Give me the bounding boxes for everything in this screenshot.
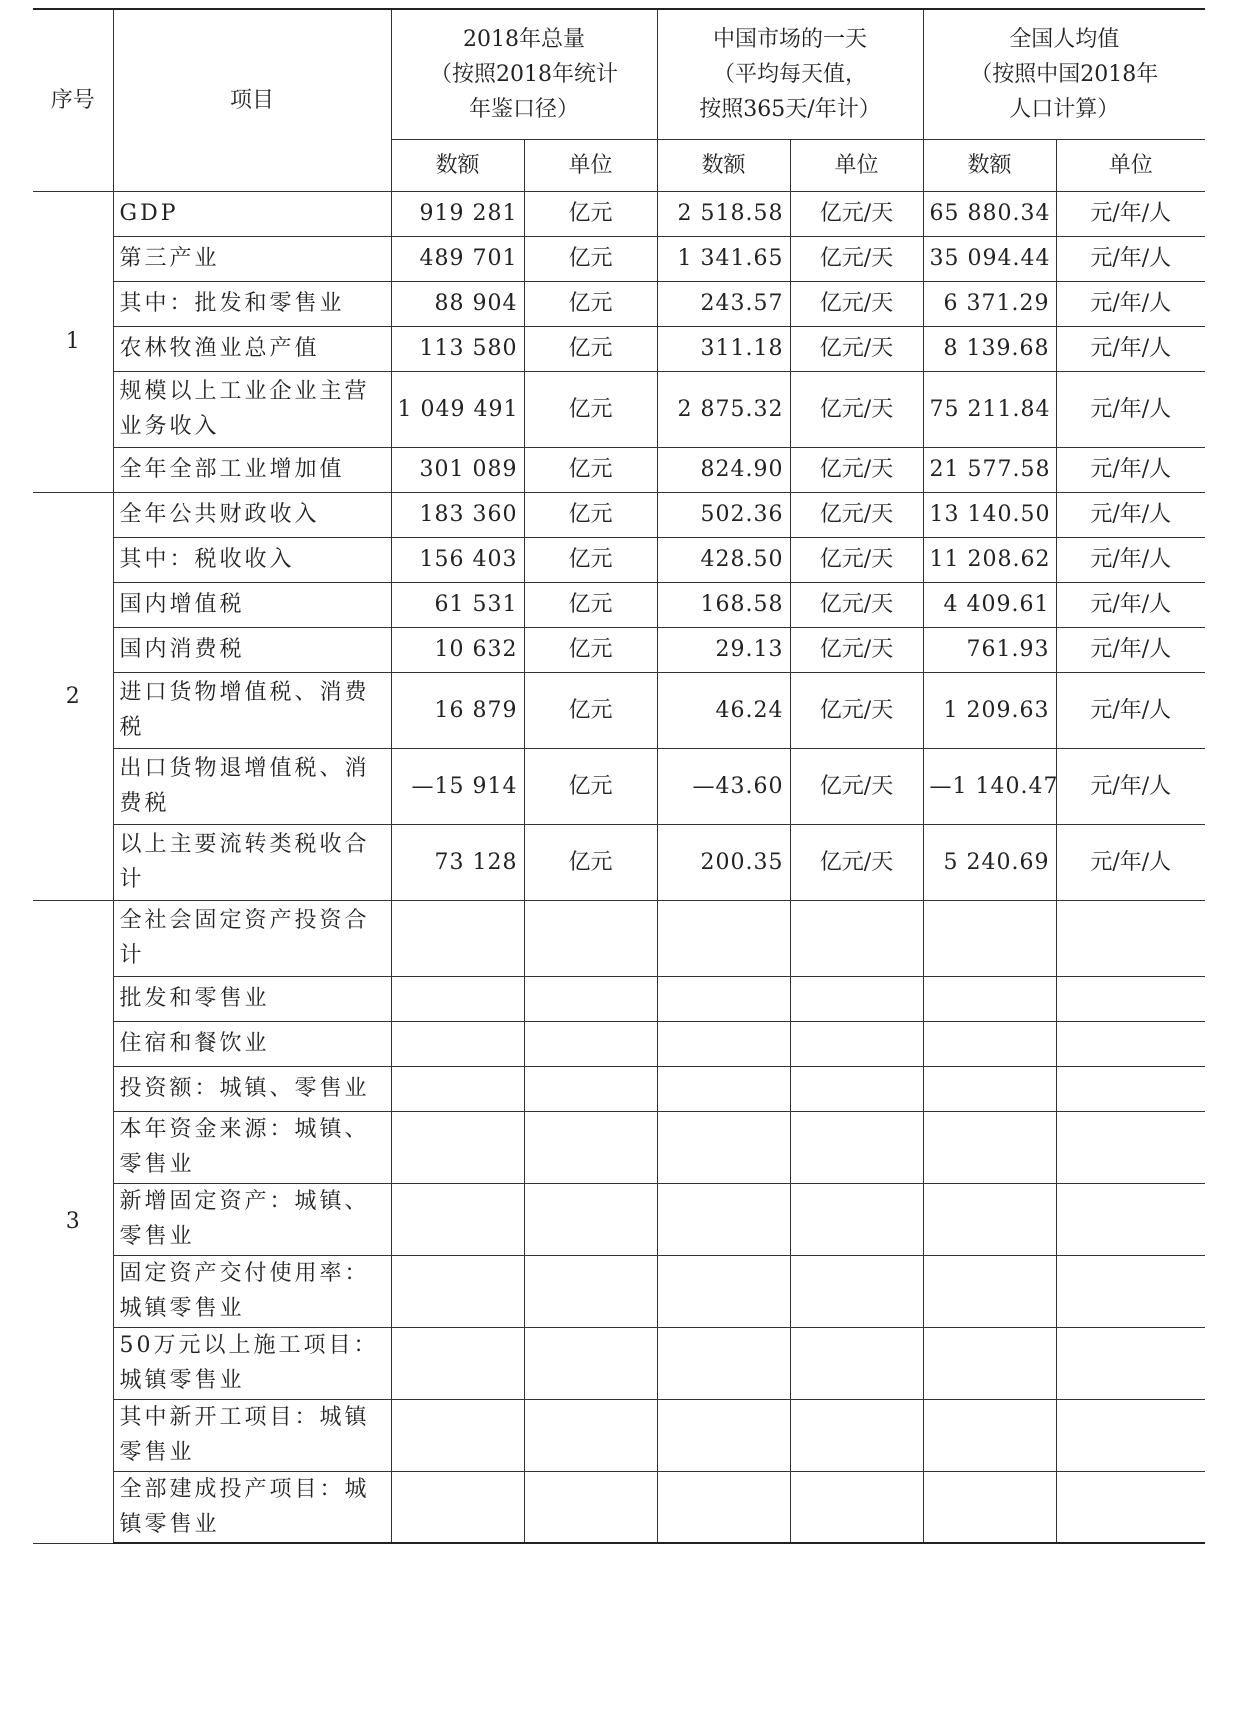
per-capita-unit: 元/年/人 xyxy=(1056,537,1205,582)
item-name: 其中：批发和零售业 xyxy=(113,281,391,326)
total-unit: 亿元 xyxy=(524,326,657,371)
table-row xyxy=(33,281,1205,326)
daily-amount: 311.18 xyxy=(657,326,790,371)
total-amount xyxy=(391,1327,524,1399)
total-unit xyxy=(524,900,657,976)
item-name: 50万元以上施工项目：城镇零售业 xyxy=(113,1327,391,1399)
item-name: 规模以上工业企业主营业务收入 xyxy=(113,371,391,447)
daily-unit xyxy=(790,1327,923,1399)
item-name: 以上主要流转类税收合计 xyxy=(113,824,391,900)
total-unit xyxy=(524,1066,657,1111)
total-unit: 亿元 xyxy=(524,824,657,900)
per-capita-unit: 元/年/人 xyxy=(1056,326,1205,371)
total-amount xyxy=(391,900,524,976)
daily-unit xyxy=(790,1111,923,1183)
total-amount: 73 128 xyxy=(391,824,524,900)
total-amount: 489 701 xyxy=(391,236,524,281)
table-row xyxy=(33,1066,1205,1111)
daily-amount: 502.36 xyxy=(657,492,790,537)
daily-amount xyxy=(657,1255,790,1327)
daily-unit: 亿元/天 xyxy=(790,627,923,672)
per-capita-unit: 元/年/人 xyxy=(1056,447,1205,492)
daily-amount xyxy=(657,1327,790,1399)
header-line: 中国市场的一天 xyxy=(712,26,867,52)
total-amount: 301 089 xyxy=(391,447,524,492)
total-unit: 亿元 xyxy=(524,236,657,281)
daily-amount xyxy=(657,1183,790,1255)
total-amount: 88 904 xyxy=(391,281,524,326)
daily-unit: 亿元/天 xyxy=(790,371,923,447)
table-header xyxy=(33,9,1205,191)
per-capita-amount xyxy=(923,900,1056,976)
daily-unit: 亿元/天 xyxy=(790,582,923,627)
daily-amount: 29.13 xyxy=(657,627,790,672)
table-row xyxy=(33,582,1205,627)
total-amount xyxy=(391,976,524,1021)
total-unit xyxy=(524,1021,657,1066)
per-capita-amount xyxy=(923,1327,1056,1399)
table-row xyxy=(33,447,1205,492)
total-unit: 亿元 xyxy=(524,492,657,537)
per-capita-unit xyxy=(1056,1021,1205,1066)
total-unit: 亿元 xyxy=(524,537,657,582)
per-capita-amount: 5 240.69 xyxy=(923,824,1056,900)
daily-amount: 46.24 xyxy=(657,672,790,748)
item-name: 投资额：城镇、零售业 xyxy=(113,1066,391,1111)
daily-unit: 亿元/天 xyxy=(790,191,923,236)
item-name: GDP xyxy=(113,191,391,236)
item-name: 新增固定资产：城镇、零售业 xyxy=(113,1183,391,1255)
daily-amount: 1 341.65 xyxy=(657,236,790,281)
total-amount xyxy=(391,1066,524,1111)
section-number: 1 xyxy=(33,191,113,492)
table-row xyxy=(33,326,1205,371)
daily-unit: 亿元/天 xyxy=(790,447,923,492)
table-row xyxy=(33,900,1205,976)
per-capita-amount: 761.93 xyxy=(923,627,1056,672)
daily-unit: 亿元/天 xyxy=(790,281,923,326)
daily-unit xyxy=(790,1183,923,1255)
total-unit xyxy=(524,976,657,1021)
daily-amount xyxy=(657,900,790,976)
per-capita-unit xyxy=(1056,1399,1205,1471)
table-row xyxy=(33,371,1205,447)
daily-unit xyxy=(790,1471,923,1543)
daily-amount: 2 875.32 xyxy=(657,371,790,447)
per-capita-unit xyxy=(1056,1183,1205,1255)
total-unit: 亿元 xyxy=(524,447,657,492)
item-name: 农林牧渔业总产值 xyxy=(113,326,391,371)
daily-amount xyxy=(657,1399,790,1471)
unit-header: 单位 xyxy=(1056,139,1205,191)
item-name: 其中：税收收入 xyxy=(113,537,391,582)
item-name: 国内消费税 xyxy=(113,627,391,672)
total-amount: 10 632 xyxy=(391,627,524,672)
per-capita-unit: 元/年/人 xyxy=(1056,824,1205,900)
table-row xyxy=(33,1183,1205,1255)
daily-amount xyxy=(657,1021,790,1066)
item-name: 第三产业 xyxy=(113,236,391,281)
total-unit: 亿元 xyxy=(524,281,657,326)
daily-unit xyxy=(790,1066,923,1111)
per-capita-amount: 4 409.61 xyxy=(923,582,1056,627)
total-unit: 亿元 xyxy=(524,582,657,627)
total-amount xyxy=(391,1471,524,1543)
item-name: 进口货物增值税、消费税 xyxy=(113,672,391,748)
daily-amount xyxy=(657,976,790,1021)
daily-amount: 824.90 xyxy=(657,447,790,492)
total-unit xyxy=(524,1327,657,1399)
total-amount xyxy=(391,1183,524,1255)
table-row xyxy=(33,824,1205,900)
total-amount: 1 049 491 xyxy=(391,371,524,447)
daily-amount xyxy=(657,1471,790,1543)
statistics-table xyxy=(33,8,1205,1544)
per-capita-unit: 元/年/人 xyxy=(1056,281,1205,326)
per-capita-amount xyxy=(923,1399,1056,1471)
total-amount xyxy=(391,1255,524,1327)
item-name: 国内增值税 xyxy=(113,582,391,627)
total-unit: 亿元 xyxy=(524,748,657,824)
daily-unit: 亿元/天 xyxy=(790,236,923,281)
daily-amount: 200.35 xyxy=(657,824,790,900)
total-unit: 亿元 xyxy=(524,627,657,672)
header-line: （平均每天值， xyxy=(712,61,867,87)
per-capita-unit: 元/年/人 xyxy=(1056,748,1205,824)
per-capita-unit: 元/年/人 xyxy=(1056,236,1205,281)
item-name: 其中新开工项目：城镇零售业 xyxy=(113,1399,391,1471)
daily-amount: 168.58 xyxy=(657,582,790,627)
amount-header: 数额 xyxy=(391,139,524,191)
section-number: 2 xyxy=(33,492,113,900)
per-capita-unit xyxy=(1056,1471,1205,1543)
amount-header: 数额 xyxy=(657,139,790,191)
daily-amount: 428.50 xyxy=(657,537,790,582)
per-capita-amount xyxy=(923,1183,1056,1255)
per-capita-unit: 元/年/人 xyxy=(1056,191,1205,236)
header-line: （按照2018年统计 xyxy=(430,61,618,87)
total-amount xyxy=(391,1111,524,1183)
header-line: 按照365天/年计） xyxy=(699,96,881,122)
daily-amount: 243.57 xyxy=(657,281,790,326)
item-name: 批发和零售业 xyxy=(113,976,391,1021)
daily-amount xyxy=(657,1066,790,1111)
per-capita-amount xyxy=(923,1255,1056,1327)
per-capita-amount: 8 139.68 xyxy=(923,326,1056,371)
section-number: 3 xyxy=(33,900,113,1543)
daily-unit xyxy=(790,1255,923,1327)
daily-unit xyxy=(790,1021,923,1066)
total-unit xyxy=(524,1471,657,1543)
unit-header: 单位 xyxy=(790,139,923,191)
total-unit xyxy=(524,1183,657,1255)
daily-unit xyxy=(790,976,923,1021)
item-name: 全部建成投产项目：城镇零售业 xyxy=(113,1471,391,1543)
table-row xyxy=(33,1399,1205,1471)
daily-unit: 亿元/天 xyxy=(790,537,923,582)
item-name: 全社会固定资产投资合计 xyxy=(113,900,391,976)
table-row xyxy=(33,976,1205,1021)
header-line: 人口计算） xyxy=(1009,96,1120,122)
per-capita-amount: —1 140.47 xyxy=(923,748,1056,824)
table-row xyxy=(33,492,1205,537)
per-capita-amount: 6 371.29 xyxy=(923,281,1056,326)
header-line: 全国人均值 xyxy=(1009,26,1120,52)
total-amount: 16 879 xyxy=(391,672,524,748)
per-capita-unit: 元/年/人 xyxy=(1056,672,1205,748)
per-capita-amount: 35 094.44 xyxy=(923,236,1056,281)
per-capita-unit: 元/年/人 xyxy=(1056,627,1205,672)
daily-header xyxy=(657,9,923,139)
per-capita-amount xyxy=(923,976,1056,1021)
per-capita-unit: 元/年/人 xyxy=(1056,492,1205,537)
total-amount: 113 580 xyxy=(391,326,524,371)
per-capita-unit xyxy=(1056,1327,1205,1399)
per-capita-amount: 75 211.84 xyxy=(923,371,1056,447)
total-amount: —15 914 xyxy=(391,748,524,824)
per-capita-unit xyxy=(1056,900,1205,976)
table-row xyxy=(33,627,1205,672)
total-unit xyxy=(524,1111,657,1183)
total-2018-header xyxy=(391,9,657,139)
per-capita-amount xyxy=(923,1111,1056,1183)
total-unit xyxy=(524,1399,657,1471)
per-capita-unit xyxy=(1056,976,1205,1021)
item-name: 全年全部工业增加值 xyxy=(113,447,391,492)
item-header: 项目 xyxy=(113,9,391,191)
table-row xyxy=(33,236,1205,281)
per-capita-amount: 11 208.62 xyxy=(923,537,1056,582)
total-amount: 156 403 xyxy=(391,537,524,582)
per-capita-unit xyxy=(1056,1066,1205,1111)
table-row xyxy=(33,748,1205,824)
total-unit: 亿元 xyxy=(524,672,657,748)
total-unit xyxy=(524,1255,657,1327)
unit-header: 单位 xyxy=(524,139,657,191)
per-capita-amount: 21 577.58 xyxy=(923,447,1056,492)
daily-unit xyxy=(790,900,923,976)
table-row xyxy=(33,672,1205,748)
total-unit: 亿元 xyxy=(524,191,657,236)
per-capita-amount: 65 880.34 xyxy=(923,191,1056,236)
header-line: （按照中国2018年 xyxy=(970,61,1159,87)
header-line: 年鉴口径） xyxy=(468,96,579,122)
table-row xyxy=(33,1471,1205,1543)
daily-unit: 亿元/天 xyxy=(790,492,923,537)
daily-unit: 亿元/天 xyxy=(790,824,923,900)
table-row xyxy=(33,1327,1205,1399)
per-capita-unit xyxy=(1056,1111,1205,1183)
per-capita-header xyxy=(923,9,1205,139)
per-capita-amount xyxy=(923,1471,1056,1543)
item-name: 全年公共财政收入 xyxy=(113,492,391,537)
item-name: 住宿和餐饮业 xyxy=(113,1021,391,1066)
total-amount: 183 360 xyxy=(391,492,524,537)
per-capita-amount: 1 209.63 xyxy=(923,672,1056,748)
daily-unit: 亿元/天 xyxy=(790,326,923,371)
total-amount: 61 531 xyxy=(391,582,524,627)
daily-amount xyxy=(657,1111,790,1183)
daily-amount: —43.60 xyxy=(657,748,790,824)
per-capita-unit: 元/年/人 xyxy=(1056,371,1205,447)
amount-header: 数额 xyxy=(923,139,1056,191)
table-row xyxy=(33,537,1205,582)
per-capita-amount xyxy=(923,1066,1056,1111)
total-amount: 919 281 xyxy=(391,191,524,236)
daily-unit: 亿元/天 xyxy=(790,748,923,824)
table-row xyxy=(33,1111,1205,1183)
table-body xyxy=(33,191,1205,1543)
per-capita-amount xyxy=(923,1021,1056,1066)
total-amount xyxy=(391,1021,524,1066)
daily-amount: 2 518.58 xyxy=(657,191,790,236)
item-name: 本年资金来源：城镇、零售业 xyxy=(113,1111,391,1183)
seq-header: 序号 xyxy=(33,9,113,191)
header-line: 2018年总量 xyxy=(463,26,585,52)
daily-unit xyxy=(790,1399,923,1471)
per-capita-unit: 元/年/人 xyxy=(1056,582,1205,627)
per-capita-unit xyxy=(1056,1255,1205,1327)
daily-unit: 亿元/天 xyxy=(790,672,923,748)
item-name: 固定资产交付使用率：城镇零售业 xyxy=(113,1255,391,1327)
table-row xyxy=(33,1021,1205,1066)
total-unit: 亿元 xyxy=(524,371,657,447)
table-row xyxy=(33,191,1205,236)
total-amount xyxy=(391,1399,524,1471)
table-row xyxy=(33,1255,1205,1327)
item-name: 出口货物退增值税、消费税 xyxy=(113,748,391,824)
per-capita-amount: 13 140.50 xyxy=(923,492,1056,537)
